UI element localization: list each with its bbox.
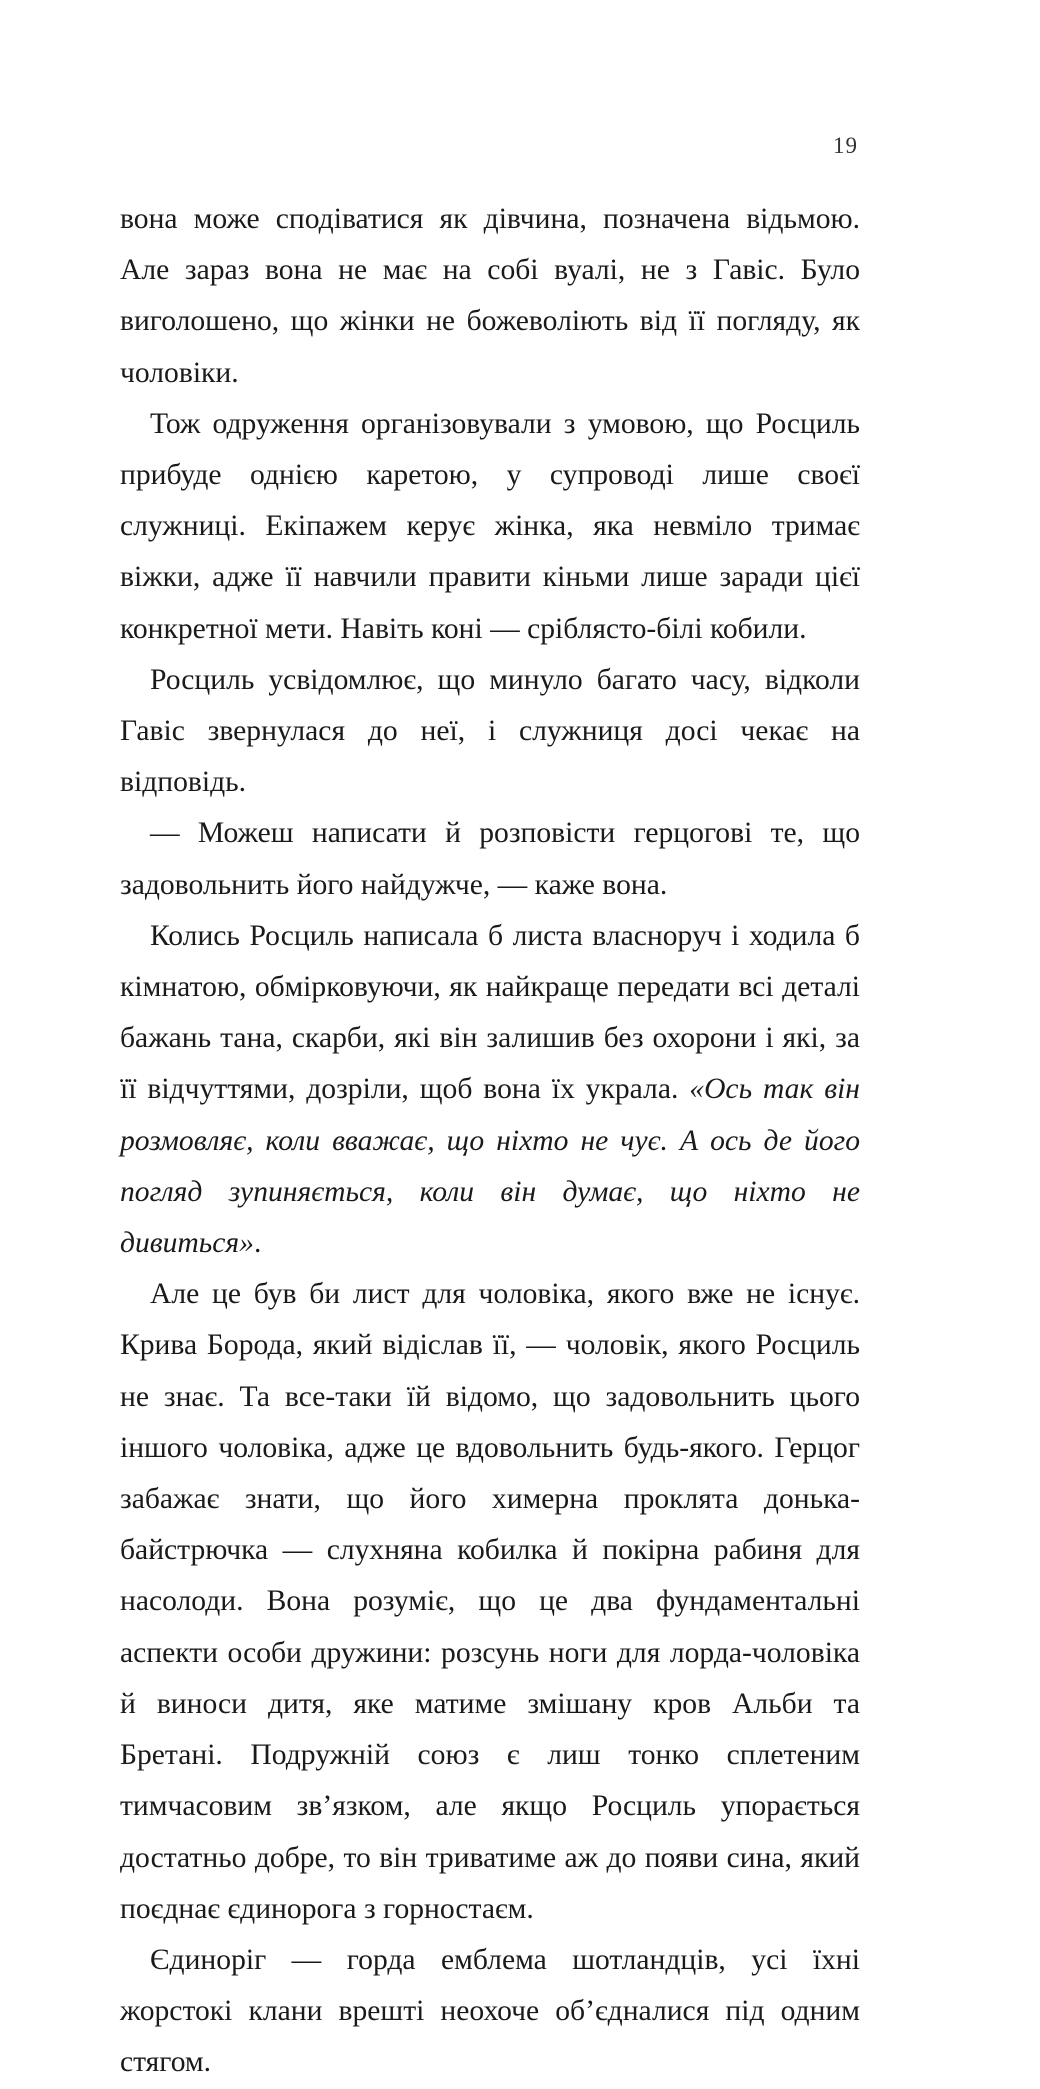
paragraph-text: Але це був би лист для чоловіка, якого вже не існує. Крива Борода, який відіслав її, — чоловік, якого Росциль не знає. Та все-таки їй відомо, що задовольнить цього іншого чоловіка, адже це вдовольнить будь-якого. Герцог забажає знати, що його химерна проклята донька-байстрючка — слухняна кобилка й покірна рабиня для насолоди. Вона розуміє, що це два фундаментальні аспекти особи дружини: розсунь ноги для лорда-чоловіка й виноси дитя, яке матиме змішану кров Альби та Бретані. Подружній союз є лиш тонко сплетеним тимчасовим зв’язком, але якщо Росциль упорається достатньо добре, то він триватиме аж до появи сина, який поєднає єдинорога з горностаєм. <box>120 1278 860 1925</box>
dialogue-paragraph <box>120 808 860 910</box>
paragraph-text: Росциль усвідомлює, що минуло багато часу, відколи Гавіс звернулася до неї, і служниця досі чекає на відповідь. <box>120 663 860 799</box>
page-number: 19 <box>833 133 858 158</box>
paragraph-text-end: . <box>253 1227 262 1260</box>
paragraph <box>120 911 860 1269</box>
paragraph <box>120 399 860 655</box>
paragraph-text: Колись Росциль написала б листа власноруч і ходила б кімнатою, обмірковуючи, як найкраще передати всі деталі бажань тана, скарби, які він залишив без охорони і які, за її відчуттями, дозріли, щоб вона їх украла. <box>120 919 860 1106</box>
body-text <box>120 194 860 2089</box>
paragraph-text: Єдиноріг — горда емблема шотландців, усі їхні жорстокі клани врешті неохоче об’єдналися під одним стягом. <box>120 1943 860 2079</box>
paragraph-text: вона може сподіватися як дівчина, позначена відьмою. Але зараз вона не має на собі вуалі, не з Гавіс. Було виголошено, що жінки не божеволіють від її погляду, як чоловіки. <box>120 203 860 389</box>
paragraph <box>120 194 860 399</box>
paragraph <box>120 1935 860 2089</box>
paragraph <box>120 1269 860 1935</box>
paragraph-text: — Можеш написати й розповісти герцогові те, що задовольнить його найдужче, — каже вона. <box>120 817 860 901</box>
italic-quote: «Ось так він розмовляє, коли вважає, що ніхто не чує. А ось де його погляд зупиняється, коли він думає, що ніхто не дивиться» <box>120 1073 860 1260</box>
paragraph <box>120 655 860 809</box>
paragraph-text: Тож одруження організовували з умовою, що Росциль прибуде однією каретою, у супроводі лише своєї служниці. Екіпажем керує жінка, яка невміло тримає віжки, адже її навчили правити кіньми лише заради цієї конкретної мети. Навіть коні — сріблясто-білі кобили. <box>120 407 860 645</box>
